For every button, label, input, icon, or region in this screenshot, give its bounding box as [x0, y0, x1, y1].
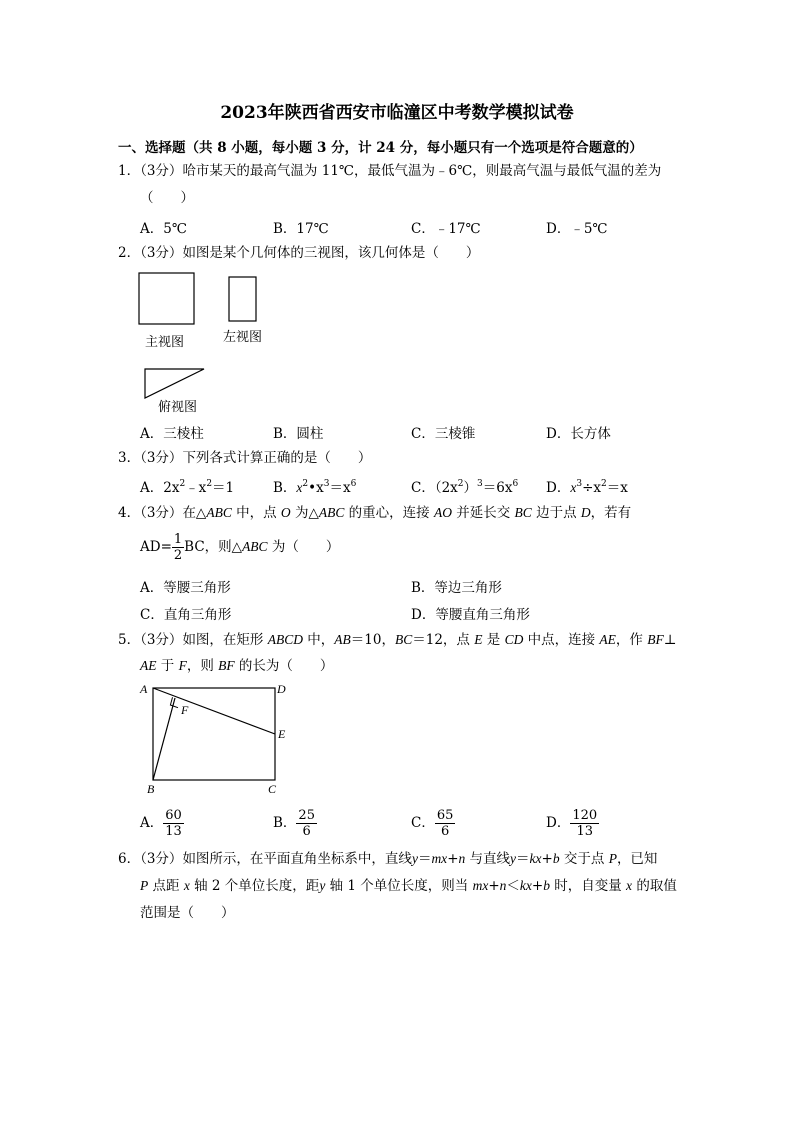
- top-view-label: 俯视图: [158, 400, 198, 415]
- point-a-label: A: [140, 682, 148, 696]
- question-number: 4．: [118, 505, 141, 521]
- option-a: A．$2x^2﹣x^2=1$: [140, 479, 235, 496]
- question-text: 如图是某个几何体的三视图，该几何体是（ ）: [182, 245, 480, 261]
- segment-bf: [153, 698, 175, 780]
- left-view-label: 左视图: [223, 330, 263, 345]
- question-4-line2: AD= $\frac{1}{2}$ BC，则△ABC 为（ ）: [140, 532, 340, 563]
- question-score: （3分）: [140, 450, 183, 466]
- question-5-line2: AE 于 F，则 BF 的长为（ ）: [140, 658, 334, 674]
- front-view-square: [139, 273, 194, 324]
- question-score: （3分）: [140, 163, 183, 179]
- question-6-line2: P 点距 x 轴 2 个单位长度，距y 轴 1 个单位长度，则当 mx+n＜kx+b 时，自变量 x 的取值: [140, 878, 677, 894]
- question-score: （3分）: [140, 632, 183, 648]
- option-c: C．﹣17℃: [411, 221, 481, 237]
- option-a: A． $\frac{60}{13}$: [140, 808, 182, 839]
- question-3: [118, 448, 371, 468]
- option-c: C． $\frac{65}{6}$: [411, 808, 454, 839]
- question-4: 4．（3分）在△ABC 中，点 O 为△ABC 的重心，连接 AO 并延长交 BC 边于点 D，若有: [118, 505, 632, 521]
- question-number: 5．: [118, 632, 141, 648]
- option-d: D． $\frac{120}{13}$: [546, 808, 598, 839]
- left-view-rectangle: [229, 277, 256, 321]
- option-c: C．$(2x^2)^3=6x^6$: [411, 479, 519, 496]
- question-number: 3．: [118, 450, 141, 466]
- option-d: D．长方体: [546, 426, 611, 442]
- option-b: B．17℃: [273, 221, 329, 237]
- option-c: C．直角三角形: [140, 607, 232, 623]
- question-score: （3分）: [140, 851, 183, 867]
- point-d-label: D: [277, 682, 286, 696]
- option-a: A．等腰三角形: [140, 580, 231, 596]
- question-2: [118, 243, 479, 263]
- point-e-label: E: [278, 727, 286, 741]
- question-5: 5．（3分）如图，在矩形 ABCD 中，AB＝10，BC＝12，点 E 是 CD 中点，连接 AE，作 BF⊥: [118, 632, 677, 648]
- question-number: 2．: [118, 245, 141, 261]
- question-score: （3分）: [140, 505, 183, 521]
- option-d: D．$x^3\div x^2=x$: [546, 479, 628, 496]
- option-b: B． $\frac{25}{6}$: [273, 808, 315, 839]
- top-view-triangle: [145, 369, 204, 398]
- question-6: 6．（3分）如图所示，在平面直角坐标系中，直线y＝mx+n 与直线y＝kx+b 交于点 P，已知: [118, 851, 658, 867]
- option-d: D．等腰直角三角形: [411, 607, 530, 623]
- question-6-line3: 范围是（ ）: [140, 905, 235, 921]
- option-a: A．5℃: [140, 221, 187, 237]
- rectangle-figure: [135, 680, 295, 798]
- point-c-label: C: [268, 782, 277, 796]
- option-b: B．$x^2•x^3=x^6$: [273, 479, 357, 496]
- section-heading: 一、选择题（共 8 小题，每小题 3 分，计 24 分，每小题只有一个选项是符合题意的）: [118, 140, 643, 156]
- front-view-label: 主视图: [145, 335, 185, 350]
- question-number: 6．: [118, 851, 141, 867]
- question-text: 哈市某天的最高气温为 11℃，最低气温为﹣6℃，则最高气温与最低气温的差为: [182, 163, 662, 179]
- option-b: B．圆柱: [273, 426, 324, 442]
- option-a: A．三棱柱: [140, 426, 204, 442]
- page-title: 2023年陕西省西安市临潼区中考数学模拟试卷: [220, 103, 574, 123]
- question-text: 下列各式计算正确的是（ ）: [182, 450, 372, 466]
- question-number: 1．: [118, 163, 141, 179]
- point-b-label: B: [147, 782, 155, 796]
- answer-blank: （ ）: [140, 190, 194, 206]
- option-c: C．三棱锥: [411, 426, 476, 442]
- question-1: [118, 161, 661, 181]
- question-score: （3分）: [140, 245, 183, 261]
- fraction-half: $\frac{1}{2}$: [173, 532, 183, 563]
- point-f-label: F: [181, 703, 189, 717]
- option-d: D．﹣5℃: [546, 221, 608, 237]
- option-b: B．等边三角形: [411, 580, 502, 596]
